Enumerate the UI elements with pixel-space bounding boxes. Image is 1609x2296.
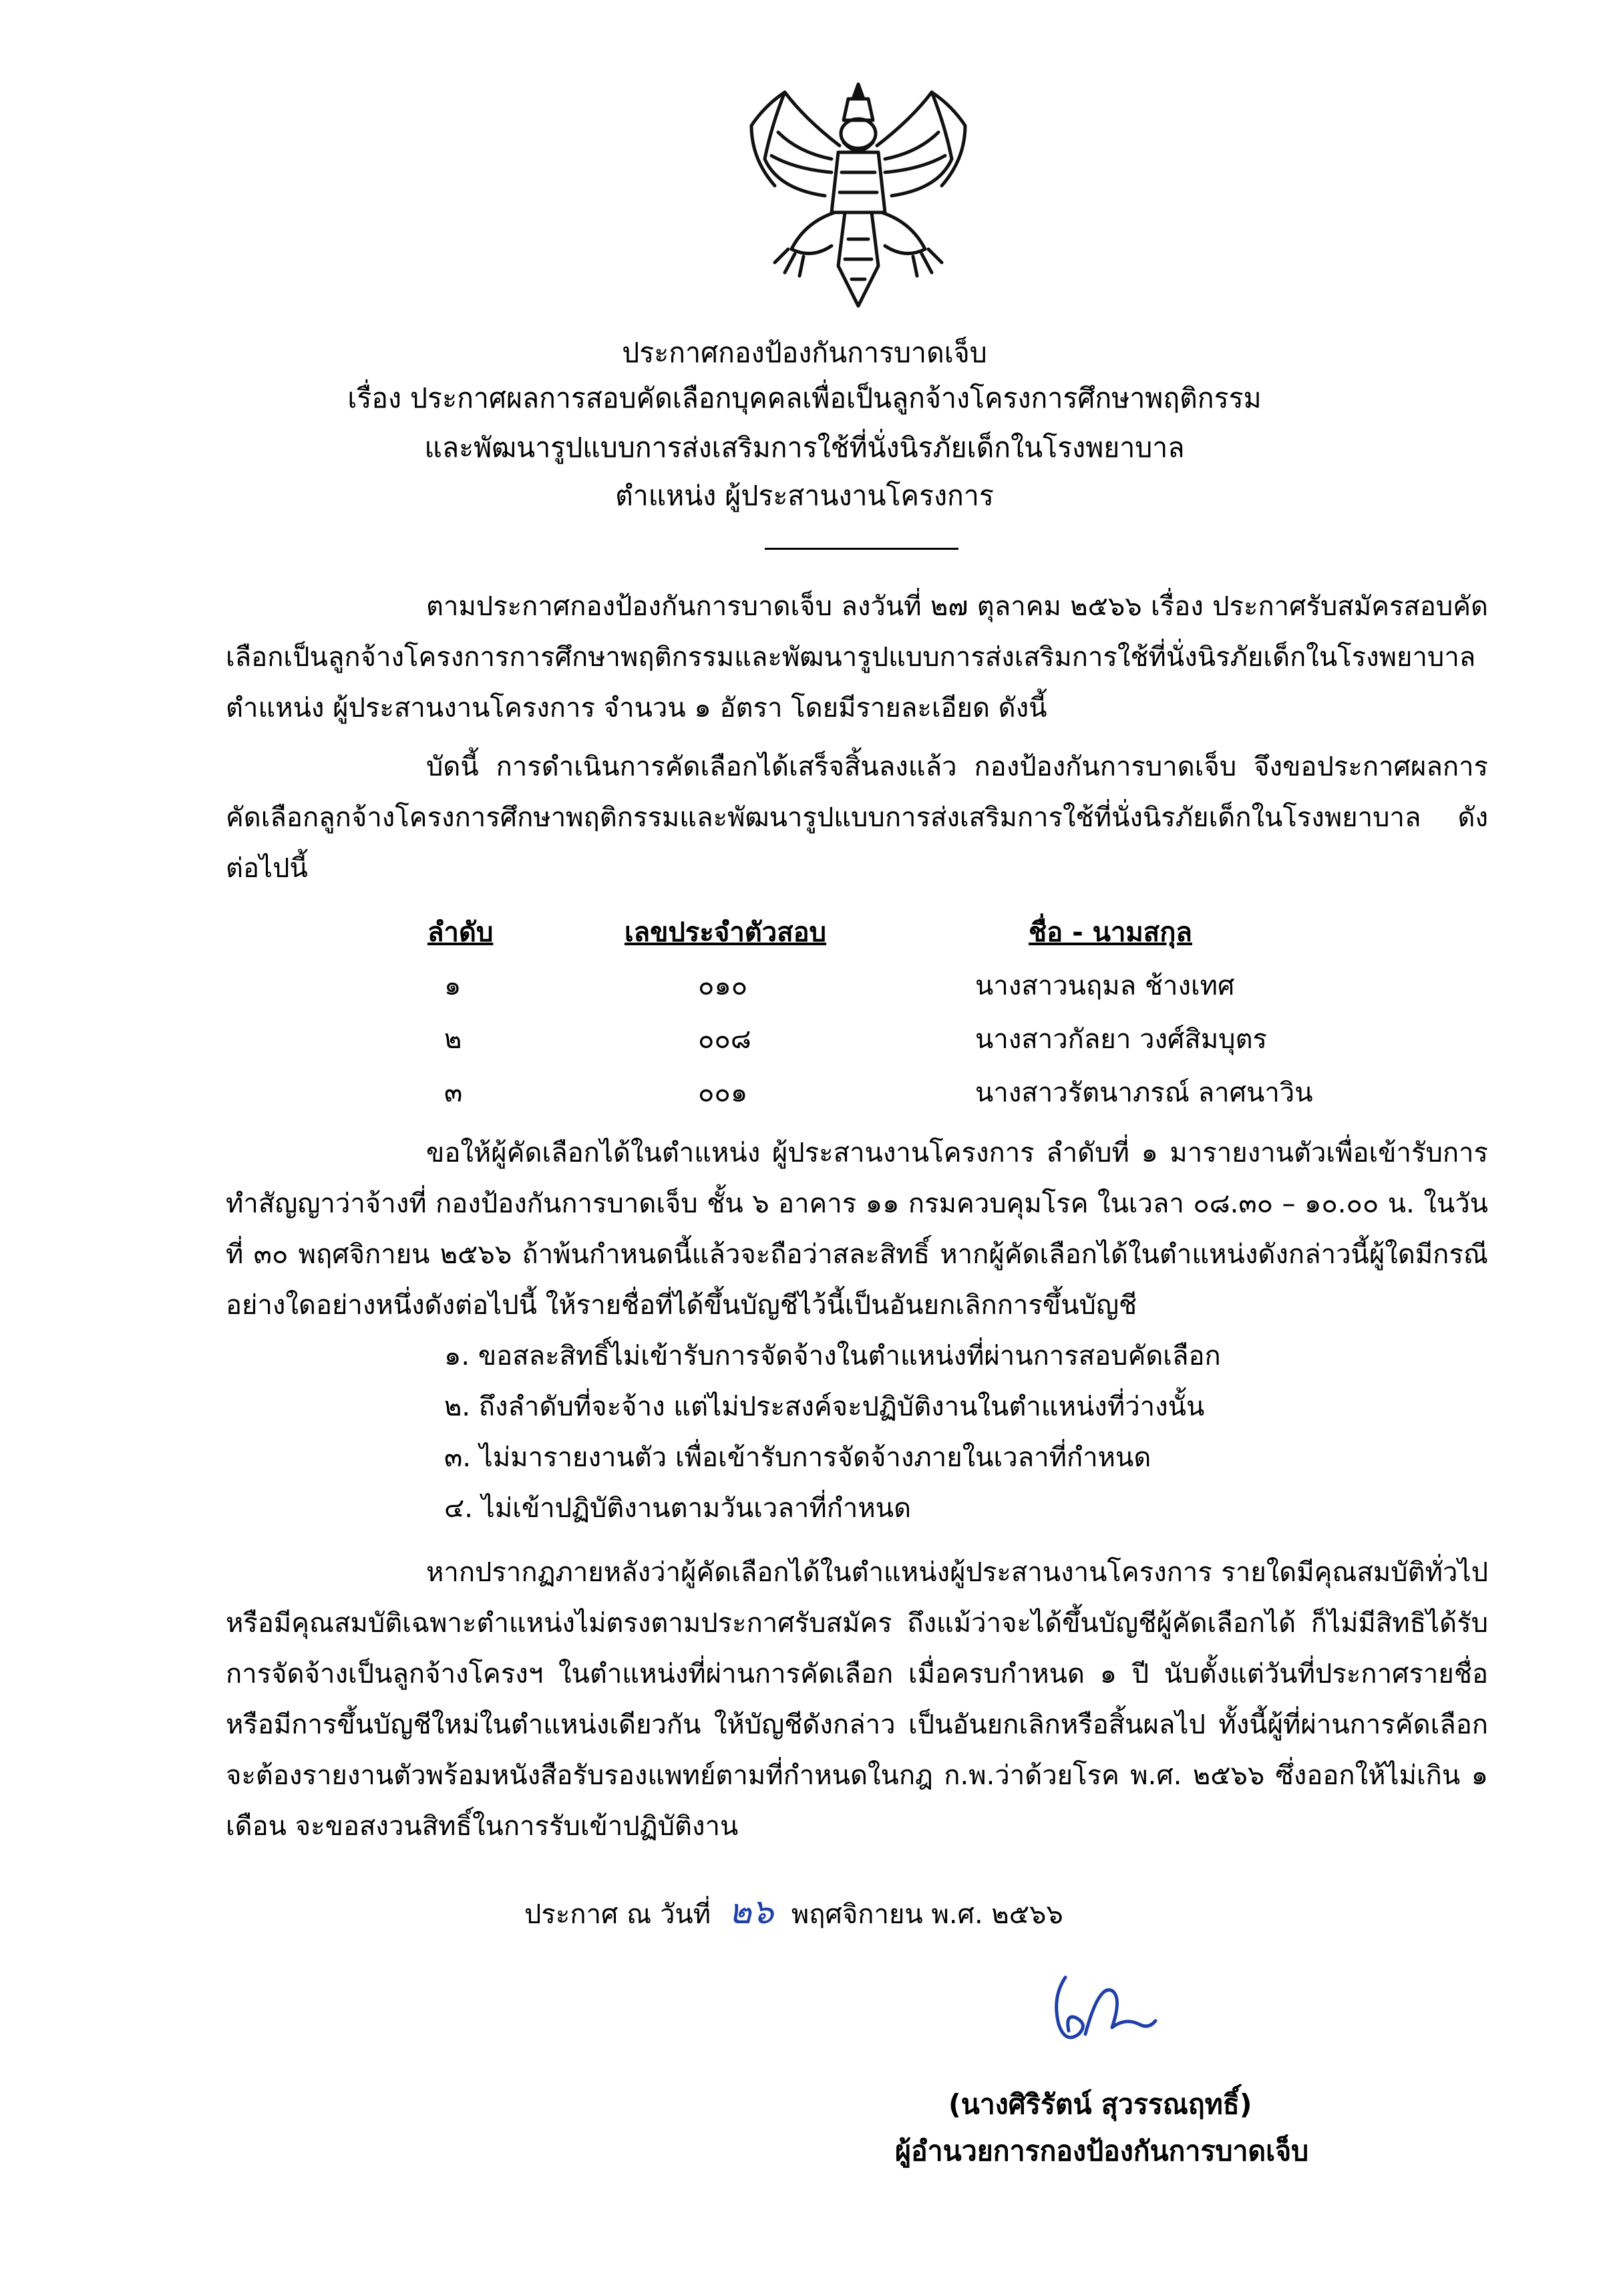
paragraph-disqualification: หากปรากฏภายหลังว่าผู้คัดเลือกได้ในตำแหน่งผู้ประสานงานโครงการ รายใดมีคุณสมบัติทั่วไป หรือมีคุณสมบัติเฉพาะตำแหน่งไม่ตรงตามประกาศรับสมัคร ถึงแม้ว่าจะได้ขึ้นบัญชีผู้คัดเลือกได้ ก็ไม่มีสิทธิได้รับการจัดจ้างเป็นลูกจ้างโครงฯ ในตำแหน่งที่ผ่านการคัดเลือก เมื่อครบกำหนด ๑ ปี นับตั้งแต่วันที่ประกาศรายชื่อ หรือมีการขึ้นบัญชีใหม่ในตำแหน่งเดียวกัน ให้บัญชีดังกล่าว เป็นอันยกเลิกหรือสิ้นผลไป ทั้งนี้ผู้ที่ผ่านการคัดเลือกจะต้องรายงานตัวพร้อมหนังสือรับรองแพทย์ตามที่กำหนดในกฎ ก.พ.ว่าด้วยโรค พ.ศ. ๒๕๖๖ ซึ่งออกให้ไม่เกิน ๑ เดือน จะขอสงวนสิทธิ์ในการรับเข้าปฏิบัติงาน — [226, 1557, 1488, 1842]
header-subject-continued: และพัฒนารูปแบบการส่งเสริมการใช้ที่นั่งนิรภัยเด็กในโรงพยาบาล — [424, 432, 1185, 464]
header-position: ตำแหน่ง ผู้ประสานงานโครงการ — [615, 480, 994, 512]
table-cell-exam-id: ๐๑๐ — [698, 971, 748, 1001]
condition-item: ๓. ไม่มารายงานตัว เพื่อเข้ารับการจัดจ้างภายในเวลาที่กำหนด — [444, 1442, 1151, 1473]
table-header-rank: ลำดับ — [427, 917, 494, 948]
header-subject: เรื่อง ประกาศผลการสอบคัดเลือกบุคคลเพื่อเป็นลูกจ้างโครงการศึกษาพฤติกรรม — [347, 382, 1262, 414]
signatory-title: ผู้อำนวยการกองป้องกันการบาดเจ็บ — [895, 2135, 1309, 2167]
table-cell-exam-id: ๐๐๑ — [698, 1078, 748, 1108]
condition-item: ๔. ไม่เข้าปฏิบัติงานตามวันเวลาที่กำหนด — [444, 1493, 912, 1524]
header-divider — [765, 548, 958, 550]
date-day-handwritten: ๒๖ — [728, 1892, 774, 1932]
date-prefix: ประกาศ ณ วันที่ — [524, 1899, 711, 1930]
table-cell-rank: ๓ — [444, 1078, 463, 1108]
table-header-exam-id: เลขประจำตัวสอบ — [624, 917, 827, 948]
table-cell-name: นางสาวกัลยา วงศ์สิมบุตร — [975, 1024, 1268, 1055]
paragraph-reference: ตามประกาศกองป้องกันการบาดเจ็บ ลงวันที่ ๒๗ ตุลาคม ๒๕๖๖ เรื่อง ประกาศรับสมัครสอบคัดเลือกเป็นลูกจ้างโครงการการศึกษาพฤติกรรมและพัฒนารูปแบบการส่งเสริมการใช้ที่นั่งนิรภัยเด็กในโรงพยาบาล ตำแหน่ง ผู้ประสานงานโครงการ จำนวน ๑ อัตรา โดยมีรายละเอียด ดังนี้ — [226, 591, 1488, 723]
paragraph-result-intro: บัดนี้ การดำเนินการคัดเลือกได้เสร็จสิ้นลงแล้ว กองป้องกันการบาดเจ็บ จึงขอประกาศผลการคัดเลือกลูกจ้างโครงการศึกษาพฤติกรรมและพัฒนารูปแบบการส่งเสริมการใช้ที่นั่งนิรภัยเด็กในโรงพยาบาล ดังต่อไปนี้ — [226, 752, 1488, 884]
announcement-date — [524, 1892, 1063, 1935]
signatory-name: (นางศิริรัตน์ สุวรรณฤทธิ์) — [948, 2088, 1252, 2120]
paragraph-reporting-instructions: ขอให้ผู้คัดเลือกได้ในตำแหน่ง ผู้ประสานงานโครงการ ลำดับที่ ๑ มารายงานตัวเพื่อเข้ารับการทำสัญญาว่าจ้างที่ กองป้องกันการบาดเจ็บ ชั้น ๖ อาคาร ๑๑ กรมควบคุมโรค ในเวลา ๐๘.๓๐ – ๑๐.๐๐ น. ในวันที่ ๓๐ พฤศจิกายน ๒๕๖๖ ถ้าพ้นกำหนดนี้แล้วจะถือว่าสละสิทธิ์ หากผู้คัดเลือกได้ในตำแหน่งดังกล่าวนี้ผู้ใดมีกรณีอย่างใดอย่างหนึ่งดังต่อไปนี้ ให้รายชื่อที่ได้ขึ้นบัญชีไว้นี้เป็นอันยกเลิกการขึ้นบัญชี — [226, 1138, 1488, 1321]
table-cell-exam-id: ๐๐๘ — [698, 1024, 751, 1055]
table-cell-name: นางสาวรัตนาภรณ์ ลาศนาวิน — [975, 1078, 1313, 1108]
condition-item: ๑. ขอสละสิทธิ์ไม่เข้ารับการจัดจ้างในตำแหน่งที่ผ่านการสอบคัดเลือก — [444, 1341, 1221, 1371]
table-cell-rank: ๒ — [444, 1024, 462, 1055]
date-suffix: พฤศจิกายน พ.ศ. ๒๕๖๖ — [791, 1899, 1063, 1930]
table-cell-rank: ๑ — [444, 971, 462, 1001]
table-header-name: ชื่อ - นามสกุล — [1029, 917, 1192, 948]
header-organization: ประกาศกองป้องกันการบาดเจ็บ — [622, 337, 987, 369]
garuda-emblem-icon — [725, 79, 992, 309]
condition-item: ๒. ถึงลำดับที่จะจ้าง แต่ไม่ประสงค์จะปฏิบัติงานในตำแหน่งที่ว่างนั้น — [444, 1391, 1205, 1422]
table-cell-name: นางสาวนฤมล ช้างเทศ — [975, 971, 1235, 1001]
signature-icon — [1039, 1971, 1166, 2058]
